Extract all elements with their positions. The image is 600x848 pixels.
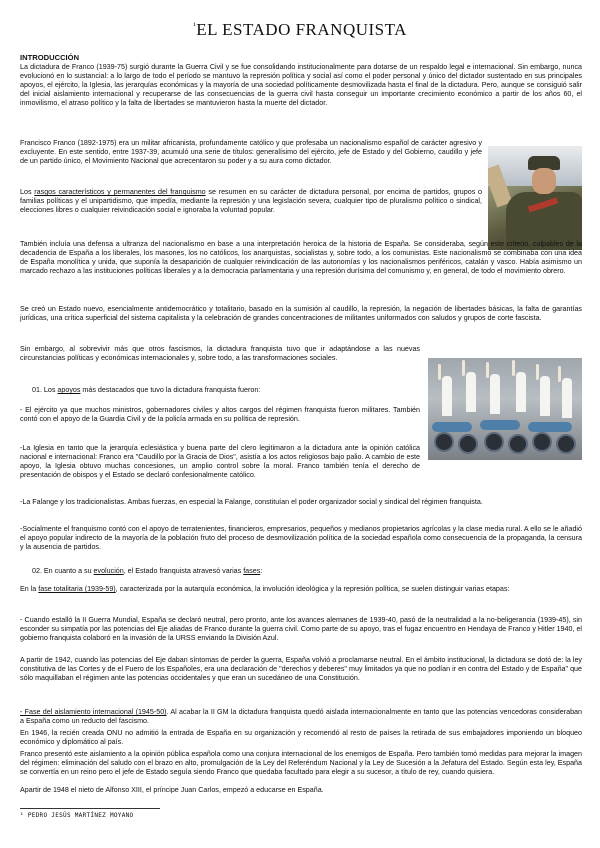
evolucion-link: evolución: [93, 567, 124, 575]
sobrevivir-paragraph: Sin embargo, al sobrevivir más que otros fascismos, la dictadura franquista tuvo que ir adaptándose a las nuevas circunstancias políticas y económicas internacionales y, sobre todo, a las transformaciones sociales.: [20, 345, 420, 362]
aislamiento-paragraph: - Fase del aislamiento internacional (1945-50). Al acabar la II GM la dictadura franquista quedó aislada internacionalmente en tanto que las potencias vencedoras consideraban a España como un reducto del fascismo.: [20, 708, 582, 725]
apoyo-social-item: -Socialmente el franquismo contó con el apoyo de terratenientes, financieros, empresarios, pequeños y medianos propietarios agrícolas y la clase media rural. A ello se le añadió el apoyo popular indirecto de la mayoría de la población fruto del proceso de desmovilización política de la sociedad española como consecuencia de la propaganda, la censura y la ausencia de partidos.: [20, 525, 582, 551]
apoyos-link: apoyos: [57, 386, 81, 394]
title-footnote-mark: ¹: [193, 20, 197, 31]
rasgos-link: rasgos característicos y permanentes del franquismo: [34, 188, 206, 196]
guerra-mundial-paragraph: - Cuando estalló la II Guerra Mundial, España se declaró neutral, pero pronto, ante los avances alemanes de 1939-40, pasó de la neutralidad a la no-beligerancia (1939-45), sin esconder su simpatía por las potencias del Eje aliadas de Franco durante la guerra civil. Como parte de su apoyo, tras el fugaz encuentro en Hendaya de Franco y Hitler 1940, el gobierno franquista colaboró en la invasión de la URSS enviando la División Azul.: [20, 616, 582, 642]
apoyo-ejercito-item: - El ejército ya que muchos ministros, gobernadores civiles y altos cargos del régimen franquista fueron militares. También contó con el apoyo de la Guardia Civil y de la policía armada en su política de represión.: [20, 406, 420, 423]
fases-link: fases: [243, 567, 261, 575]
franco-photo: [488, 146, 582, 250]
rasgos-paragraph: Los rasgos característicos y permanentes del franquismo se resumen en su carácter de dictadura personal, por encima de partidos, grupos o familias políticas y el unipartidismo, que impedía, mediante la represión y una legislación severa, cualquier tipo de pluralismo político o sindical, elecciones libres o cualquier reivindicación social e ignoraba la voluntad popular.: [20, 188, 483, 214]
apoyo-iglesia-item: -La Iglesia en tanto que la jerarquía eclesiástica y buena parte del clero legitimaron a la dictadura ante la opinión católica nacional e internacional: Franco era "Caudillo por la Gracia de Dios", asistía a los actos religiosos bajo palio. A cambio de este apoyo, la Iglesia obtuvo muchas concesiones, un amplio control sobre la moral. Franco también tenía el derecho de presentación de obispos y el Estado se declaró confesionalmente católico.: [20, 444, 420, 479]
conjura-paragraph: Franco presentó este aislamiento a la opinión pública española como una conjura internacional de los enemigos de España. Pero también tomó medidas para mejorar la imagen del régimen: eliminación del saludo con el brazo en alto, promulgación de la Ley del Referéndum Nacional y la Ley de Sucesión a la Jefatura del Estado. Según esta ley, España se convertía en un reino pero el jefe de Estado seguía siendo Franco que quedaba facultado para elegir a su sucesor, a título de rey, cuando quisiera.: [20, 750, 582, 776]
apoyo-falange-item: -La Falange y los tradicionalistas. Ambas fuerzas, en especial la Falange, constituían el poder organizador social y sindical del régimen franquista.: [20, 498, 483, 506]
onu-paragraph: En 1946, la recién creada ONU no admitió la entrada de España en su organización y recomendó al resto de países la retirada de sus embajadores imponiendo un bloqueo económico y diplomático al país.: [20, 729, 582, 746]
fase-totalitaria-paragraph: En la fase totalitaria (1939-59), caracterizada por la autarquía económica, la involución ideológica y la represión política, se suelen distinguir varias etapas:: [20, 585, 510, 593]
title-text: EL ESTADO FRANQUISTA: [196, 20, 407, 39]
franco-bio-paragraph: Francisco Franco (1892-1975) era un militar africanista, profundamente católico y que profesaba un nacionalismo español de carácter agresivo y excluyente. En este sentido, entre 1937-39, acumuló una serie de títulos: generalísimo del ejército, jefe de Estado y del Gobierno, caudillo y jefe de un partido único, el Movimiento Nacional que acrecentaron su poder y a su aura como dictador.: [20, 139, 482, 165]
footnote: ¹ PEDRO JESÚS MARTÍNEZ MOYANO: [20, 812, 134, 819]
nacionalismo-paragraph: También incluía una defensa a ultranza del nacionalismo en base a una interpretación heroica de la historia de España. Se consideraba, según este criterio, culpables de la decadencia de España a los liberales, los masones, los no católicos, los anarquistas, socialistas y, sobre todo, a los comunistas. Este nacionalismo se combinaba con una idea de España monolítica y unida, que suponía la desaparición de cualquier reivindicación de las autonomías y los nacionalismos periféricos, catalán y vasco. Había asimismo un marcado rechazo a las instituciones políticas liberales y a la democracia parlamentaria y una represión durísima del comunismo y, en general, de todo el movimiento obrero.: [20, 240, 582, 275]
intro-paragraph: La dictadura de Franco (1939-75) surgió durante la Guerra Civil y se fue consolidando institucionalmente para dotarse de un respaldo legal e internacional. Sin embargo, nunca evolucionó en lo sustancial: a lo largo de todo el período se mantuvo la represión política y social así como el poder personal y único del dictador sustentado en sus principales apoyos, el ejército, la Iglesia, las jerarquías económicas y la mayoría de una sociedad políticamente desmovilizada hasta el final de la dictadura. Pero, aunque se consiguió salir del inicial aislamiento internacional y recuperarse de las consecuencias de la guerra civil hasta conseguir un importante crecimiento económico a partir de los años 60, el inmovilismo, el atraso político y la falta de libertades se mantuvieron hasta la muerte del dictador.: [20, 63, 582, 107]
intro-heading: INTRODUCCIÓN: [20, 53, 80, 62]
fase-totalitaria-link: fase totalitaria (1939-59): [38, 585, 116, 593]
evolucion-heading: 02. En cuanto a su evolución, el Estado franquista atravesó varias fases:: [32, 567, 263, 575]
estado-nuevo-paragraph: Se creó un Estado nuevo, esencialmente antidemocrático y totalitario, basado en la sumisión al caudillo, la represión, la negación de libertades básicas, la falta de garantías jurídicas, una crítica superficial del sistema capitalista y la celebración de grandes concentraciones de militantes uniformados con saludos y grupos de corte fascista.: [20, 305, 582, 322]
falange-parade-photo: [428, 358, 582, 460]
page-title: [0, 20, 600, 40]
juan-carlos-paragraph: Apartir de 1948 el nieto de Alfonso XIII, el príncipe Juan Carlos, empezó a educarse en España.: [20, 786, 324, 794]
footnote-divider: [20, 808, 160, 809]
aislamiento-link: - Fase del aislamiento internacional (1945-50): [20, 708, 167, 716]
apoyos-heading: 01. Los apoyos más destacados que tuvo la dictadura franquista fueron:: [32, 386, 261, 394]
desde-1942-paragraph: A partir de 1942, cuando las potencias del Eje daban síntomas de perder la guerra, España volvió a proclamarse neutral. En el ámbito institucional, la dictadura se dotó de: la ley constitutiva de las Cortes y de el Fuero de los Españoles, era una declaración de "derechos y deberes" muy limitados ya que no podían ir en contra del Estado y de España" que sólo maquillaban el régimen ante las potencias occidentales y que eran un sucedáneo de una Constitución.: [20, 656, 582, 682]
